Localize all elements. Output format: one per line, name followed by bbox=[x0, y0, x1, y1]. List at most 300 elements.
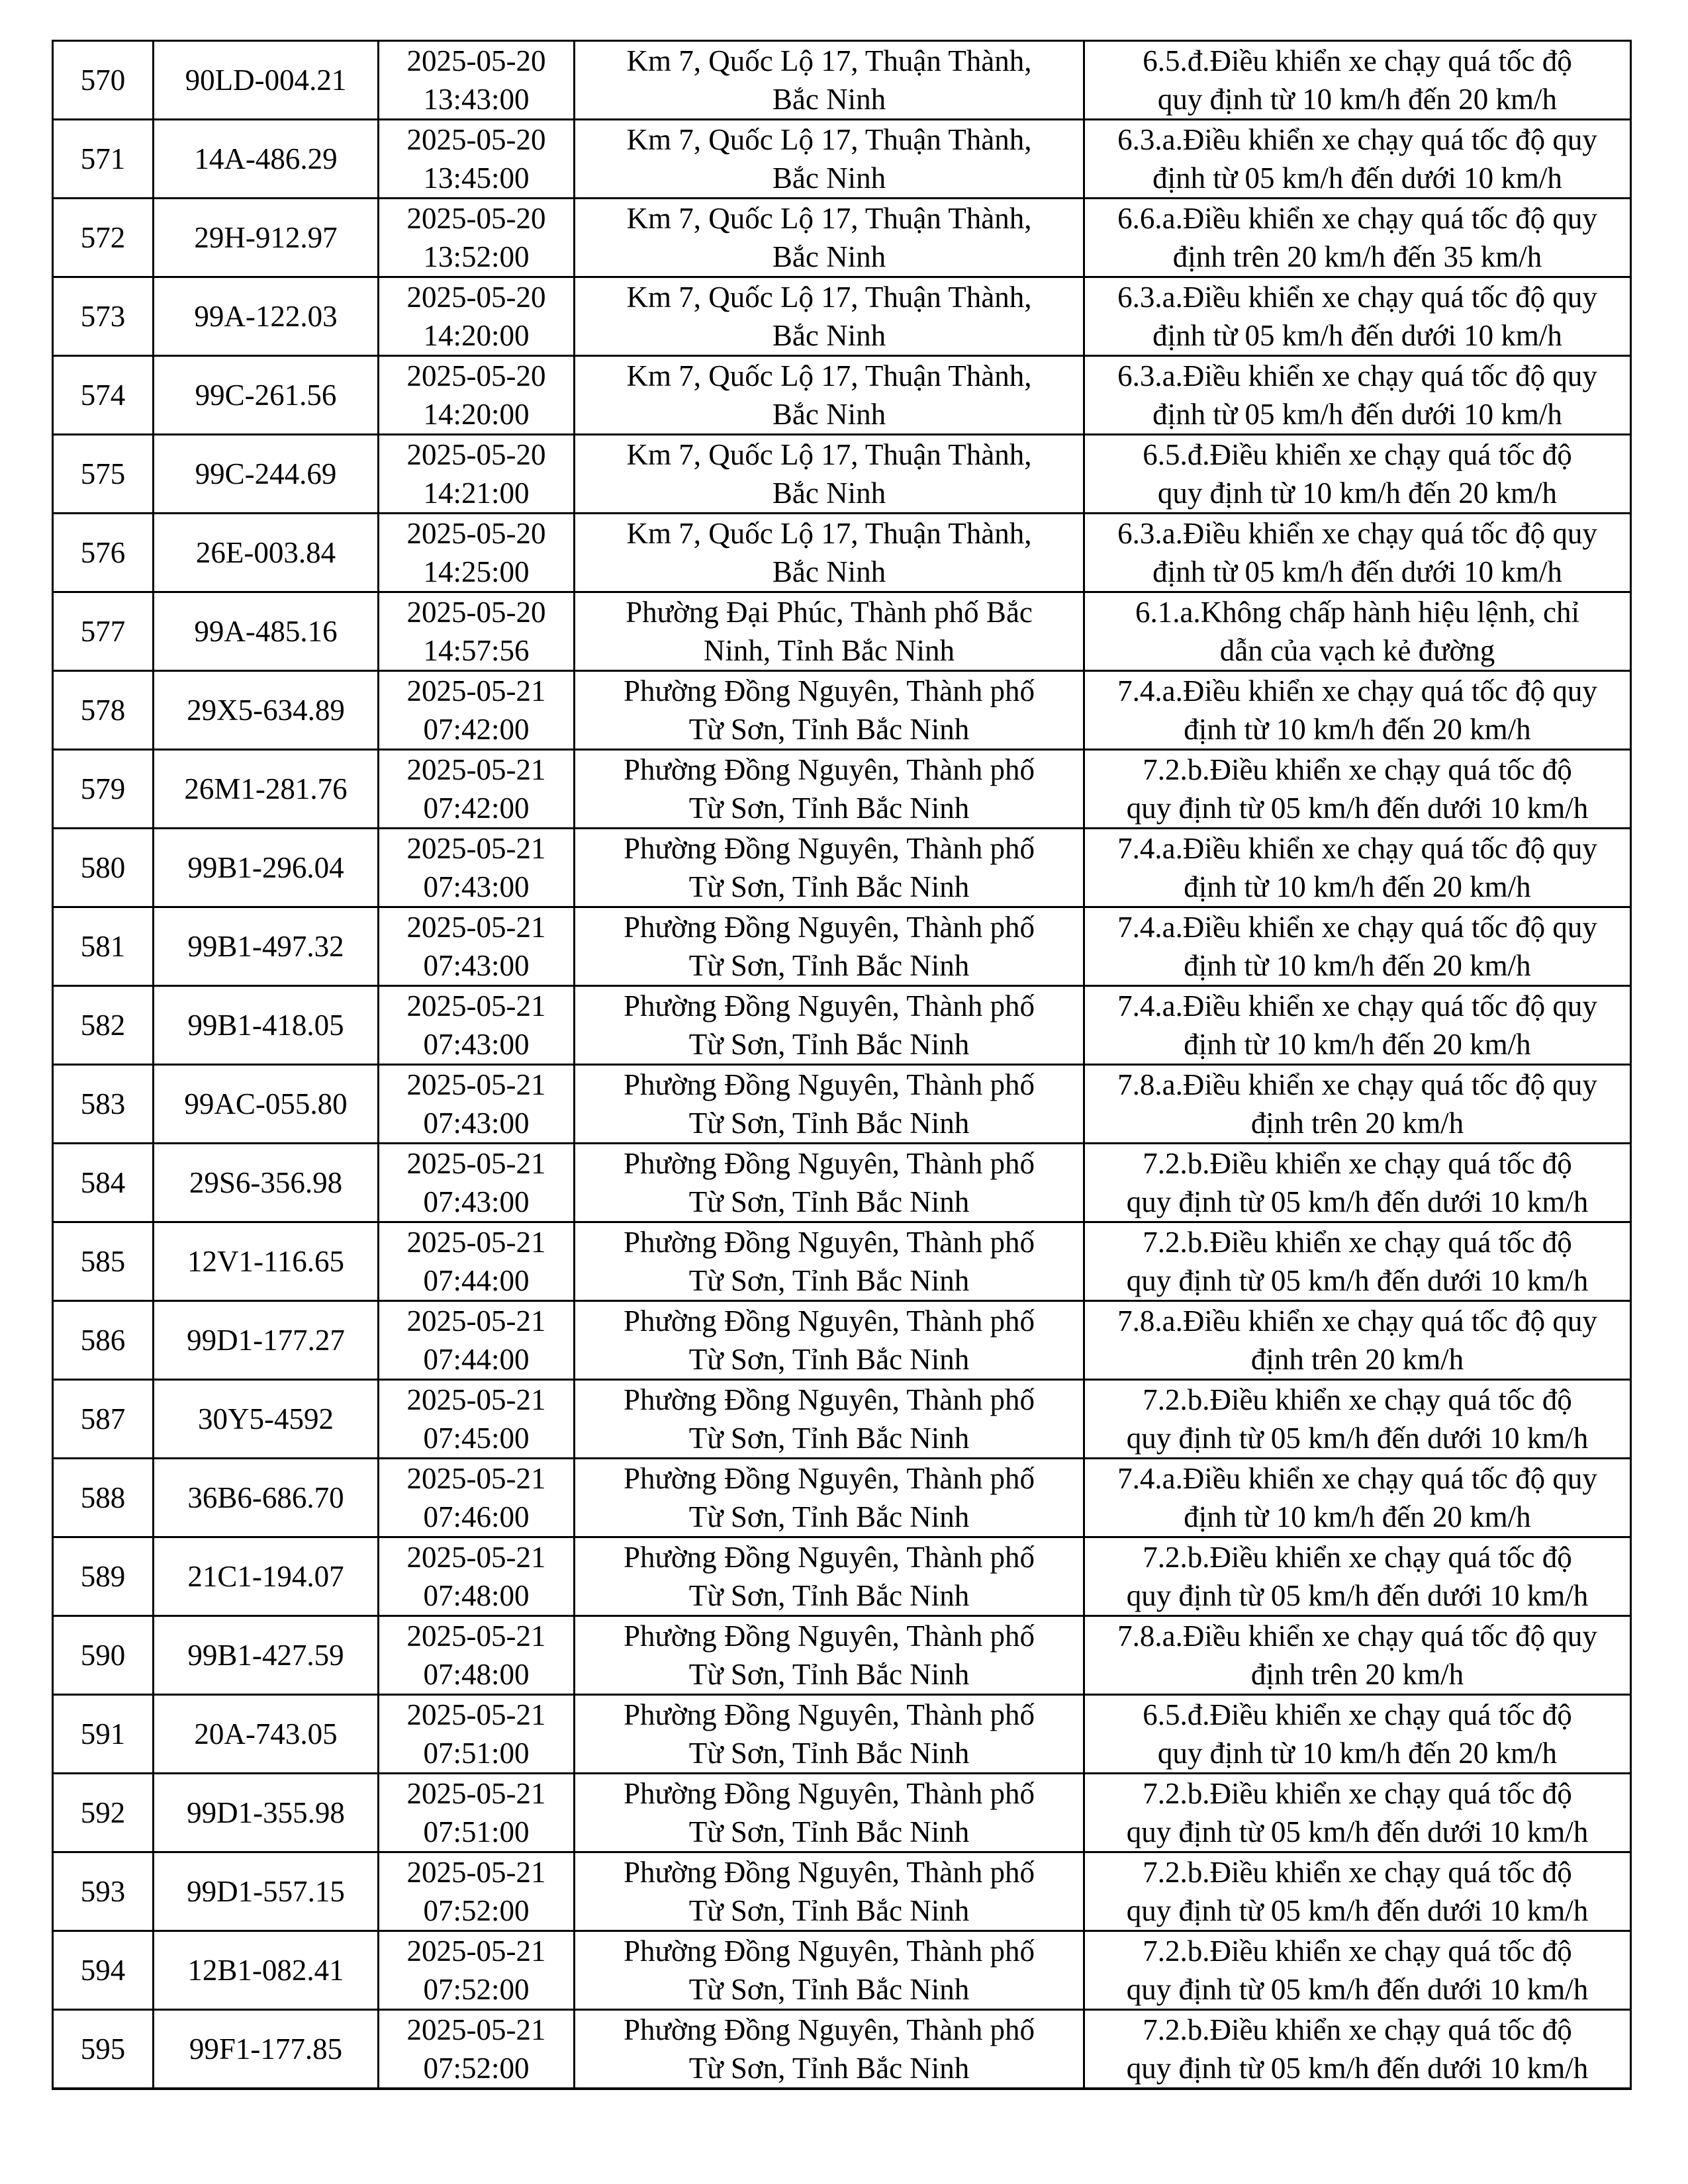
violation-time: 07:44:00 bbox=[423, 1343, 530, 1376]
location-line-1: Km 7, Quốc Lộ 17, Thuận Thành, bbox=[626, 281, 1032, 314]
row-number: 573 bbox=[80, 300, 126, 333]
violation-line-2: quy định từ 05 km/h đến dưới 10 km/h bbox=[1126, 1973, 1589, 2006]
location-line-1: Phường Đồng Nguyên, Thành phố bbox=[623, 911, 1035, 944]
datetime-cell bbox=[379, 1459, 575, 1537]
row-number: 594 bbox=[80, 1954, 126, 1987]
violation-line-1: 7.2.b.Điều khiển xe chạy quá tốc độ bbox=[1143, 1383, 1572, 1416]
datetime-cell bbox=[379, 2010, 575, 2089]
row-number-cell bbox=[53, 514, 154, 592]
plate-cell bbox=[154, 514, 379, 592]
datetime-cell bbox=[379, 1852, 575, 1931]
violation-date: 2025-05-21 bbox=[406, 2013, 546, 2046]
plate-cell bbox=[154, 199, 379, 277]
location-line-2: Từ Sơn, Tỉnh Bắc Ninh bbox=[688, 1343, 970, 1376]
violation-line-1: 7.8.a.Điều khiển xe chạy quá tốc độ quy bbox=[1117, 1068, 1597, 1101]
violation-line-2: quy định từ 05 km/h đến dưới 10 km/h bbox=[1126, 1894, 1589, 1927]
table-row bbox=[53, 199, 1631, 277]
table-row bbox=[53, 356, 1631, 435]
violation-cell bbox=[1084, 986, 1631, 1065]
plate-cell bbox=[154, 1774, 379, 1852]
location-line-2: Bắc Ninh bbox=[772, 319, 886, 352]
license-plate: 29X5-634.89 bbox=[187, 694, 345, 727]
table-row bbox=[53, 986, 1631, 1065]
row-number: 585 bbox=[80, 1245, 126, 1278]
datetime-cell bbox=[379, 1616, 575, 1695]
violation-line-2: định từ 10 km/h đến 20 km/h bbox=[1184, 949, 1531, 982]
row-number: 588 bbox=[80, 1481, 126, 1514]
license-plate: 99AC-055.80 bbox=[184, 1087, 348, 1120]
violation-date: 2025-05-21 bbox=[406, 1619, 546, 1653]
location-line-2: Bắc Ninh bbox=[772, 398, 886, 431]
violation-line-2: quy định từ 05 km/h đến dưới 10 km/h bbox=[1126, 792, 1589, 825]
violation-line-1: 7.2.b.Điều khiển xe chạy quá tốc độ bbox=[1143, 1541, 1572, 1574]
violation-cell bbox=[1084, 41, 1631, 120]
row-number-cell bbox=[53, 1774, 154, 1852]
violation-date: 2025-05-21 bbox=[406, 1304, 546, 1338]
violation-line-1: 6.3.a.Điều khiển xe chạy quá tốc độ quy bbox=[1117, 281, 1597, 314]
violation-date: 2025-05-20 bbox=[406, 123, 546, 156]
location-line-1: Phường Đồng Nguyên, Thành phố bbox=[623, 1698, 1035, 1731]
location-line-2: Từ Sơn, Tỉnh Bắc Ninh bbox=[688, 1894, 970, 1927]
row-number-cell bbox=[53, 1616, 154, 1695]
plate-cell bbox=[154, 1616, 379, 1695]
violation-date: 2025-05-21 bbox=[406, 1068, 546, 1101]
location-line-2: Từ Sơn, Tỉnh Bắc Ninh bbox=[688, 1500, 970, 1533]
violation-time: 07:44:00 bbox=[423, 1264, 530, 1297]
datetime-cell bbox=[379, 1931, 575, 2010]
violation-time: 13:45:00 bbox=[423, 161, 530, 195]
violations-table-body bbox=[53, 41, 1631, 2089]
violation-date: 2025-05-21 bbox=[406, 1698, 546, 1731]
plate-cell bbox=[154, 671, 379, 750]
violation-time: 07:46:00 bbox=[423, 1500, 530, 1533]
row-number-cell bbox=[53, 1301, 154, 1380]
row-number: 574 bbox=[80, 379, 126, 412]
table-row bbox=[53, 1931, 1631, 2010]
plate-cell bbox=[154, 1065, 379, 1144]
violation-line-1: 7.4.a.Điều khiển xe chạy quá tốc độ quy bbox=[1117, 674, 1597, 707]
location-cell bbox=[575, 1222, 1084, 1301]
violation-line-1: 6.5.đ.Điều khiển xe chạy quá tốc độ bbox=[1143, 1698, 1572, 1731]
plate-cell bbox=[154, 1301, 379, 1380]
location-line-2: Bắc Ninh bbox=[772, 161, 886, 195]
violation-time: 07:52:00 bbox=[423, 1894, 530, 1927]
violation-time: 13:43:00 bbox=[423, 83, 530, 116]
location-cell bbox=[575, 514, 1084, 592]
location-line-1: Phường Đồng Nguyên, Thành phố bbox=[623, 1226, 1035, 1259]
violation-cell bbox=[1084, 1065, 1631, 1144]
location-line-2: Bắc Ninh bbox=[772, 555, 886, 588]
violation-cell bbox=[1084, 1931, 1631, 2010]
location-cell bbox=[575, 435, 1084, 514]
row-number: 583 bbox=[80, 1087, 126, 1120]
location-line-1: Km 7, Quốc Lộ 17, Thuận Thành, bbox=[626, 44, 1032, 77]
location-line-1: Km 7, Quốc Lộ 17, Thuận Thành, bbox=[626, 517, 1032, 550]
violation-cell bbox=[1084, 120, 1631, 199]
location-line-1: Phường Đại Phúc, Thành phố Bắc bbox=[626, 596, 1033, 629]
location-line-1: Phường Đồng Nguyên, Thành phố bbox=[623, 832, 1035, 865]
violation-date: 2025-05-20 bbox=[406, 202, 546, 235]
table-row bbox=[53, 671, 1631, 750]
datetime-cell bbox=[379, 592, 575, 671]
license-plate: 21C1-194.07 bbox=[187, 1560, 344, 1593]
violation-time: 07:52:00 bbox=[423, 1973, 530, 2006]
location-line-2: Từ Sơn, Tỉnh Bắc Ninh bbox=[688, 713, 970, 746]
location-cell bbox=[575, 1380, 1084, 1459]
violation-date: 2025-05-20 bbox=[406, 281, 546, 314]
location-line-2: Từ Sơn, Tỉnh Bắc Ninh bbox=[688, 1658, 970, 1691]
row-number-cell bbox=[53, 1380, 154, 1459]
violation-time: 07:43:00 bbox=[423, 949, 530, 982]
row-number: 589 bbox=[80, 1560, 126, 1593]
violation-line-2: định từ 10 km/h đến 20 km/h bbox=[1184, 1028, 1531, 1061]
table-row bbox=[53, 592, 1631, 671]
row-number: 576 bbox=[80, 536, 126, 569]
location-line-1: Km 7, Quốc Lộ 17, Thuận Thành, bbox=[626, 123, 1032, 156]
location-line-1: Phường Đồng Nguyên, Thành phố bbox=[623, 1934, 1035, 1968]
plate-cell bbox=[154, 1222, 379, 1301]
datetime-cell bbox=[379, 41, 575, 120]
table-row bbox=[53, 1537, 1631, 1616]
violation-cell bbox=[1084, 1616, 1631, 1695]
violation-line-2: dẫn của vạch kẻ đường bbox=[1219, 634, 1495, 667]
table-row bbox=[53, 1380, 1631, 1459]
row-number: 578 bbox=[80, 694, 126, 727]
location-line-2: Từ Sơn, Tỉnh Bắc Ninh bbox=[688, 870, 970, 903]
license-plate: 20A-743.05 bbox=[194, 1717, 338, 1751]
violation-date: 2025-05-21 bbox=[406, 1147, 546, 1180]
plate-cell bbox=[154, 1459, 379, 1537]
datetime-cell bbox=[379, 1301, 575, 1380]
row-number: 584 bbox=[80, 1166, 126, 1199]
row-number: 581 bbox=[80, 930, 126, 963]
location-cell bbox=[575, 120, 1084, 199]
violation-time: 07:43:00 bbox=[423, 1185, 530, 1218]
license-plate: 99A-485.16 bbox=[194, 615, 338, 648]
violation-date: 2025-05-20 bbox=[406, 438, 546, 471]
violations-table bbox=[52, 40, 1632, 2090]
row-number-cell bbox=[53, 671, 154, 750]
location-cell bbox=[575, 829, 1084, 907]
violation-time: 07:51:00 bbox=[423, 1815, 530, 1848]
violation-cell bbox=[1084, 1774, 1631, 1852]
row-number-cell bbox=[53, 2010, 154, 2089]
violation-date: 2025-05-21 bbox=[406, 911, 546, 944]
table-row bbox=[53, 829, 1631, 907]
plate-cell bbox=[154, 356, 379, 435]
violation-line-1: 7.8.a.Điều khiển xe chạy quá tốc độ quy bbox=[1117, 1304, 1597, 1338]
datetime-cell bbox=[379, 277, 575, 356]
datetime-cell bbox=[379, 514, 575, 592]
location-line-2: Từ Sơn, Tỉnh Bắc Ninh bbox=[688, 1579, 970, 1612]
violation-line-1: 7.2.b.Điều khiển xe chạy quá tốc độ bbox=[1143, 1856, 1572, 1889]
license-plate: 99B1-418.05 bbox=[187, 1009, 344, 1042]
plate-cell bbox=[154, 2010, 379, 2089]
violation-line-2: định từ 05 km/h đến dưới 10 km/h bbox=[1152, 161, 1562, 195]
location-line-1: Km 7, Quốc Lộ 17, Thuận Thành, bbox=[626, 359, 1032, 392]
table-row bbox=[53, 1459, 1631, 1537]
violation-time: 14:57:56 bbox=[423, 634, 530, 667]
row-number: 595 bbox=[80, 2032, 126, 2066]
location-line-2: Bắc Ninh bbox=[772, 477, 886, 510]
location-line-2: Từ Sơn, Tỉnh Bắc Ninh bbox=[688, 1973, 970, 2006]
violation-cell bbox=[1084, 907, 1631, 986]
location-cell bbox=[575, 671, 1084, 750]
location-line-1: Km 7, Quốc Lộ 17, Thuận Thành, bbox=[626, 438, 1032, 471]
location-line-2: Từ Sơn, Tỉnh Bắc Ninh bbox=[688, 1185, 970, 1218]
violation-line-2: quy định từ 10 km/h đến 20 km/h bbox=[1157, 1737, 1558, 1770]
row-number-cell bbox=[53, 41, 154, 120]
plate-cell bbox=[154, 829, 379, 907]
row-number: 586 bbox=[80, 1324, 126, 1357]
violation-cell bbox=[1084, 356, 1631, 435]
plate-cell bbox=[154, 1380, 379, 1459]
license-plate: 36B6-686.70 bbox=[187, 1481, 344, 1514]
violation-line-2: định trên 20 km/h đến 35 km/h bbox=[1172, 240, 1542, 273]
row-number-cell bbox=[53, 435, 154, 514]
violation-line-1: 6.1.a.Không chấp hành hiệu lệnh, chỉ bbox=[1135, 596, 1580, 629]
table-row bbox=[53, 514, 1631, 592]
violation-line-1: 7.2.b.Điều khiển xe chạy quá tốc độ bbox=[1143, 1777, 1572, 1810]
violation-line-1: 6.6.a.Điều khiển xe chạy quá tốc độ quy bbox=[1117, 202, 1597, 235]
location-line-1: Phường Đồng Nguyên, Thành phố bbox=[623, 1619, 1035, 1653]
location-cell bbox=[575, 750, 1084, 829]
datetime-cell bbox=[379, 1695, 575, 1774]
violation-line-2: quy định từ 10 km/h đến 20 km/h bbox=[1157, 83, 1558, 116]
violation-date: 2025-05-21 bbox=[406, 1934, 546, 1968]
license-plate: 12V1-116.65 bbox=[187, 1245, 345, 1278]
license-plate: 99B1-296.04 bbox=[187, 851, 344, 884]
violation-cell bbox=[1084, 1695, 1631, 1774]
location-cell bbox=[575, 356, 1084, 435]
violation-line-1: 7.2.b.Điều khiển xe chạy quá tốc độ bbox=[1143, 753, 1572, 786]
violation-date: 2025-05-21 bbox=[406, 1226, 546, 1259]
location-line-2: Từ Sơn, Tỉnh Bắc Ninh bbox=[688, 1737, 970, 1770]
violation-line-1: 7.4.a.Điều khiển xe chạy quá tốc độ quy bbox=[1117, 911, 1597, 944]
table-row bbox=[53, 1301, 1631, 1380]
table-row bbox=[53, 1616, 1631, 1695]
row-number: 570 bbox=[80, 64, 126, 97]
datetime-cell bbox=[379, 1222, 575, 1301]
datetime-cell bbox=[379, 829, 575, 907]
violation-line-2: định trên 20 km/h bbox=[1250, 1658, 1464, 1691]
violation-line-1: 7.8.a.Điều khiển xe chạy quá tốc độ quy bbox=[1117, 1619, 1597, 1653]
violation-line-2: quy định từ 05 km/h đến dưới 10 km/h bbox=[1126, 2052, 1589, 2085]
license-plate: 99D1-355.98 bbox=[187, 1796, 345, 1829]
row-number: 592 bbox=[80, 1796, 126, 1829]
violation-line-1: 7.4.a.Điều khiển xe chạy quá tốc độ quy bbox=[1117, 1462, 1597, 1495]
violation-time: 07:45:00 bbox=[423, 1422, 530, 1455]
plate-cell bbox=[154, 1852, 379, 1931]
location-cell bbox=[575, 907, 1084, 986]
table-row bbox=[53, 2010, 1631, 2089]
datetime-cell bbox=[379, 120, 575, 199]
violation-line-1: 7.2.b.Điều khiển xe chạy quá tốc độ bbox=[1143, 1226, 1572, 1259]
license-plate: 29S6-356.98 bbox=[189, 1166, 343, 1199]
row-number-cell bbox=[53, 1695, 154, 1774]
license-plate: 12B1-082.41 bbox=[187, 1954, 344, 1987]
location-cell bbox=[575, 1144, 1084, 1222]
location-cell bbox=[575, 986, 1084, 1065]
row-number: 587 bbox=[80, 1402, 126, 1435]
license-plate: 99C-244.69 bbox=[195, 457, 337, 490]
license-plate: 99C-261.56 bbox=[195, 379, 337, 412]
row-number-cell bbox=[53, 1222, 154, 1301]
violation-date: 2025-05-20 bbox=[406, 359, 546, 392]
plate-cell bbox=[154, 277, 379, 356]
license-plate: 26E-003.84 bbox=[195, 536, 336, 569]
location-line-1: Phường Đồng Nguyên, Thành phố bbox=[623, 1068, 1035, 1101]
violation-time: 13:52:00 bbox=[423, 240, 530, 273]
datetime-cell bbox=[379, 356, 575, 435]
violation-cell bbox=[1084, 829, 1631, 907]
row-number: 577 bbox=[80, 615, 126, 648]
location-line-2: Từ Sơn, Tỉnh Bắc Ninh bbox=[688, 1815, 970, 1848]
table-row bbox=[53, 907, 1631, 986]
datetime-cell bbox=[379, 907, 575, 986]
violation-line-2: quy định từ 05 km/h đến dưới 10 km/h bbox=[1126, 1422, 1589, 1455]
datetime-cell bbox=[379, 1065, 575, 1144]
location-line-1: Phường Đồng Nguyên, Thành phố bbox=[623, 1462, 1035, 1495]
violation-date: 2025-05-21 bbox=[406, 1777, 546, 1810]
table-row bbox=[53, 41, 1631, 120]
row-number-cell bbox=[53, 986, 154, 1065]
plate-cell bbox=[154, 907, 379, 986]
violation-line-1: 7.4.a.Điều khiển xe chạy quá tốc độ quy bbox=[1117, 989, 1597, 1023]
row-number-cell bbox=[53, 592, 154, 671]
license-plate: 90LD-004.21 bbox=[185, 64, 347, 97]
violation-time: 07:42:00 bbox=[423, 713, 530, 746]
plate-cell bbox=[154, 120, 379, 199]
location-line-1: Phường Đồng Nguyên, Thành phố bbox=[623, 1856, 1035, 1889]
location-cell bbox=[575, 1852, 1084, 1931]
violation-time: 07:48:00 bbox=[423, 1658, 530, 1691]
violation-time: 07:52:00 bbox=[423, 2052, 530, 2085]
location-cell bbox=[575, 277, 1084, 356]
violation-line-2: định từ 05 km/h đến dưới 10 km/h bbox=[1152, 319, 1562, 352]
table-row bbox=[53, 1852, 1631, 1931]
location-line-1: Phường Đồng Nguyên, Thành phố bbox=[623, 1304, 1035, 1338]
license-plate: 99F1-177.85 bbox=[189, 2032, 343, 2066]
plate-cell bbox=[154, 750, 379, 829]
violation-time: 07:43:00 bbox=[423, 1028, 530, 1061]
violation-cell bbox=[1084, 750, 1631, 829]
violation-cell bbox=[1084, 514, 1631, 592]
license-plate: 99B1-497.32 bbox=[187, 930, 344, 963]
datetime-cell bbox=[379, 1537, 575, 1616]
location-line-2: Từ Sơn, Tỉnh Bắc Ninh bbox=[688, 792, 970, 825]
location-cell bbox=[575, 1931, 1084, 2010]
table-row bbox=[53, 1222, 1631, 1301]
violation-time: 14:20:00 bbox=[423, 319, 530, 352]
row-number: 593 bbox=[80, 1875, 126, 1908]
violation-line-1: 7.2.b.Điều khiển xe chạy quá tốc độ bbox=[1143, 1934, 1572, 1968]
violation-line-2: định từ 05 km/h đến dưới 10 km/h bbox=[1152, 398, 1562, 431]
location-cell bbox=[575, 1774, 1084, 1852]
violation-date: 2025-05-21 bbox=[406, 1856, 546, 1889]
row-number: 582 bbox=[80, 1009, 126, 1042]
location-cell bbox=[575, 1459, 1084, 1537]
violation-time: 07:43:00 bbox=[423, 1107, 530, 1140]
row-number-cell bbox=[53, 750, 154, 829]
violation-time: 14:20:00 bbox=[423, 398, 530, 431]
violation-date: 2025-05-21 bbox=[406, 1383, 546, 1416]
violation-cell bbox=[1084, 1537, 1631, 1616]
row-number-cell bbox=[53, 1537, 154, 1616]
license-plate: 26M1-281.76 bbox=[184, 772, 348, 805]
location-line-1: Phường Đồng Nguyên, Thành phố bbox=[623, 2013, 1035, 2046]
row-number-cell bbox=[53, 120, 154, 199]
datetime-cell bbox=[379, 671, 575, 750]
datetime-cell bbox=[379, 199, 575, 277]
violation-line-2: quy định từ 10 km/h đến 20 km/h bbox=[1157, 477, 1558, 510]
datetime-cell bbox=[379, 1144, 575, 1222]
location-cell bbox=[575, 1695, 1084, 1774]
license-plate: 99D1-177.27 bbox=[187, 1324, 345, 1357]
row-number-cell bbox=[53, 277, 154, 356]
violation-line-1: 6.3.a.Điều khiển xe chạy quá tốc độ quy bbox=[1117, 517, 1597, 550]
location-line-2: Từ Sơn, Tỉnh Bắc Ninh bbox=[688, 949, 970, 982]
location-line-2: Bắc Ninh bbox=[772, 83, 886, 116]
plate-cell bbox=[154, 1695, 379, 1774]
row-number-cell bbox=[53, 1144, 154, 1222]
row-number-cell bbox=[53, 829, 154, 907]
location-line-2: Từ Sơn, Tỉnh Bắc Ninh bbox=[688, 1107, 970, 1140]
violation-line-1: 6.3.a.Điều khiển xe chạy quá tốc độ quy bbox=[1117, 359, 1597, 392]
plate-cell bbox=[154, 1537, 379, 1616]
location-line-1: Phường Đồng Nguyên, Thành phố bbox=[623, 1541, 1035, 1574]
location-cell bbox=[575, 1537, 1084, 1616]
location-cell bbox=[575, 199, 1084, 277]
table-row bbox=[53, 277, 1631, 356]
location-cell bbox=[575, 41, 1084, 120]
violation-line-2: quy định từ 05 km/h đến dưới 10 km/h bbox=[1126, 1815, 1589, 1848]
location-line-2: Từ Sơn, Tỉnh Bắc Ninh bbox=[688, 2052, 970, 2085]
plate-cell bbox=[154, 986, 379, 1065]
location-line-2: Từ Sơn, Tỉnh Bắc Ninh bbox=[688, 1264, 970, 1297]
row-number: 591 bbox=[80, 1717, 126, 1751]
violation-cell bbox=[1084, 199, 1631, 277]
violation-line-2: quy định từ 05 km/h đến dưới 10 km/h bbox=[1126, 1185, 1589, 1218]
location-line-1: Phường Đồng Nguyên, Thành phố bbox=[623, 753, 1035, 786]
location-line-2: Bắc Ninh bbox=[772, 240, 886, 273]
violation-cell bbox=[1084, 1852, 1631, 1931]
datetime-cell bbox=[379, 986, 575, 1065]
violation-cell bbox=[1084, 1144, 1631, 1222]
table-row bbox=[53, 120, 1631, 199]
violation-cell bbox=[1084, 671, 1631, 750]
violation-cell bbox=[1084, 1301, 1631, 1380]
violation-line-1: 7.2.b.Điều khiển xe chạy quá tốc độ bbox=[1143, 2013, 1572, 2046]
plate-cell bbox=[154, 435, 379, 514]
datetime-cell bbox=[379, 435, 575, 514]
datetime-cell bbox=[379, 1380, 575, 1459]
violation-date: 2025-05-21 bbox=[406, 674, 546, 707]
table-row bbox=[53, 1695, 1631, 1774]
violation-line-2: định trên 20 km/h bbox=[1250, 1343, 1464, 1376]
location-line-2: Ninh, Tỉnh Bắc Ninh bbox=[703, 634, 955, 667]
violation-line-2: định từ 10 km/h đến 20 km/h bbox=[1184, 1500, 1531, 1533]
row-number-cell bbox=[53, 1459, 154, 1537]
location-line-2: Từ Sơn, Tỉnh Bắc Ninh bbox=[688, 1422, 970, 1455]
violation-date: 2025-05-21 bbox=[406, 1462, 546, 1495]
violation-date: 2025-05-21 bbox=[406, 989, 546, 1023]
violation-cell bbox=[1084, 1380, 1631, 1459]
violation-line-2: định từ 05 km/h đến dưới 10 km/h bbox=[1152, 555, 1562, 588]
row-number: 572 bbox=[80, 221, 126, 254]
license-plate: 30Y5-4592 bbox=[198, 1402, 334, 1435]
row-number: 571 bbox=[80, 142, 126, 175]
